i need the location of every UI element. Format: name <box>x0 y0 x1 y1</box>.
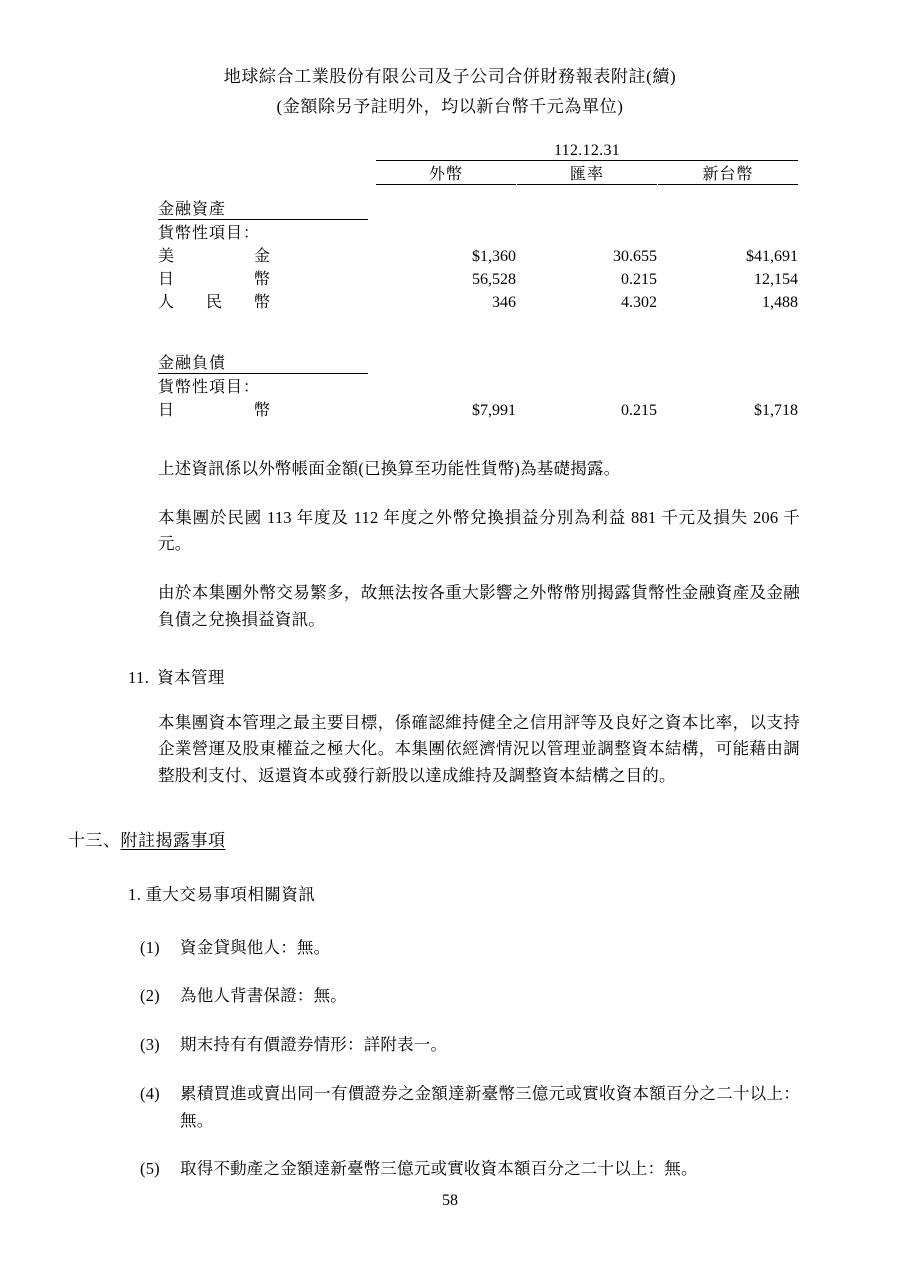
spacer <box>0 1059 900 1081</box>
item-11-body-text: 本集團資本管理之最主要目標，係確認維持健全之信用評等及良好之資本比率，以支持企業營運及股東權益之極大化。本集團依經濟情況以管理並調整資本結構，可能藉由調整股利支付、返還資本或發行新股以達成維持及調整資本結構之目的。 <box>158 712 800 786</box>
spacer <box>158 558 800 580</box>
list-item-1-number: 1. <box>128 884 142 904</box>
spacer <box>0 1010 900 1032</box>
document-title-line-2: (金額除另予註明外，均以新台幣千元為單位) <box>276 96 624 116</box>
spacer <box>0 1134 900 1156</box>
list-item <box>0 983 900 1010</box>
jpy-foreign-amount: 56,528 <box>472 271 516 288</box>
list-item <box>0 1032 900 1059</box>
table-row <box>158 243 798 266</box>
monetary-items-label-liabilities: 貨幣性項目： <box>158 379 261 396</box>
table-row <box>158 266 798 289</box>
sub-item-text-2: 為他人背書保證：無。 <box>180 986 347 1006</box>
currency-label-jpy: 日幣 <box>158 271 270 288</box>
sub-item-text-4: 累積買進或賣出同一有價證券之金額達新臺幣三億元或實收資本額百分之二十以上：無。 <box>180 1083 800 1130</box>
financial-liabilities-title: 金融負債 <box>158 338 368 374</box>
sub-item-marker-2: (2) <box>140 986 160 1006</box>
spacer <box>0 790 900 826</box>
financial-assets-subtitle-row <box>158 220 798 243</box>
paragraph-no-breakdown: 由於本集團外幣交易繁多，故無法按各重大影響之外幣幣別揭露貨幣性金融資產及金融負債之兌換損益資訊。 <box>158 583 800 629</box>
usd-rate: 30.655 <box>613 248 657 265</box>
spacer <box>0 634 900 664</box>
currency-label-usd: 美金 <box>158 248 270 265</box>
spacer <box>0 420 900 456</box>
list-item <box>0 1156 900 1183</box>
usd-twd-amount: $41,691 <box>746 248 799 265</box>
financial-assets-title-row <box>158 184 798 220</box>
column-header-twd: 新台幣 <box>658 160 798 184</box>
list-item-11-heading <box>0 664 900 688</box>
liability-jpy-rate: 0.215 <box>621 402 657 419</box>
foreign-currency-table <box>158 142 798 421</box>
sub-item-marker-4: (4) <box>140 1083 160 1103</box>
item-11-body-container <box>0 710 900 790</box>
document-title-line-1: 地球綜合工業股份有限公司及子公司合併財務報表附註(續) <box>223 67 677 86</box>
spacer <box>0 961 900 983</box>
table-date-header: 112.12.31 <box>376 142 798 161</box>
paragraph-disclosure-basis: 上述資訊係以外幣帳面金額(已換算至功能性貨幣)為基礎揭露。 <box>158 459 621 478</box>
list-item-11-title: 資本管理 <box>157 667 225 687</box>
table-spacer-row <box>158 312 798 338</box>
section-13-number: 十三、 <box>68 830 121 850</box>
financial-assets-title-cell <box>158 184 376 220</box>
financial-liabilities-title-cell <box>158 338 376 374</box>
table-header-columns-row <box>158 160 798 184</box>
page-number: 58 <box>442 1192 458 1209</box>
sub-item-text-3: 期末持有有價證券情形：詳附表一。 <box>180 1035 448 1055</box>
liability-jpy-twd-amount: $1,718 <box>754 402 799 419</box>
table-row <box>158 397 798 420</box>
spacer <box>0 851 900 881</box>
list-item-1-heading <box>0 881 900 905</box>
spacer <box>0 688 900 710</box>
document-header <box>0 0 900 122</box>
fx-table-container <box>0 142 900 421</box>
spacer <box>0 905 900 935</box>
table-header-date-row <box>158 142 798 161</box>
table-row <box>158 289 798 312</box>
column-header-foreign: 外幣 <box>376 160 516 184</box>
list-item-11-number: 11. <box>128 667 150 687</box>
monetary-items-label-assets: 貨幣性項目： <box>158 225 261 242</box>
sub-item-marker-3: (3) <box>140 1035 160 1055</box>
section-13-heading <box>0 826 900 851</box>
currency-label-cny: 人民幣 <box>158 294 270 311</box>
cny-rate: 4.302 <box>621 294 657 311</box>
financial-liabilities-title-row <box>158 338 798 374</box>
financial-liabilities-subtitle-row <box>158 374 798 397</box>
usd-foreign-amount: $1,360 <box>472 248 516 265</box>
sub-item-text-1: 資金貸與他人：無。 <box>180 937 331 957</box>
jpy-rate: 0.215 <box>621 271 657 288</box>
jpy-twd-amount: 12,154 <box>754 271 799 288</box>
liability-jpy-foreign-amount: $7,991 <box>472 402 516 419</box>
spacer <box>158 483 800 505</box>
list-item <box>0 1081 900 1134</box>
list-item <box>0 935 900 962</box>
paragraph-exchange-gain-loss: 本集團於民國 113 年度及 112 年度之外幣兌換損益分別為利益 881 千元及損失 206 千元。 <box>158 507 800 554</box>
sub-item-marker-1: (1) <box>140 937 160 957</box>
section-13-title: 附註揭露事項 <box>120 830 226 850</box>
column-header-rate: 匯率 <box>517 160 657 184</box>
cny-twd-amount: 1,488 <box>762 294 799 311</box>
notes-body <box>0 456 900 634</box>
list-item-1-title: 重大交易事項相關資訊 <box>145 884 316 904</box>
cny-foreign-amount: 346 <box>492 294 516 311</box>
sub-item-text-5: 取得不動產之金額達新臺幣三億元或實收資本額百分之二十以上：無。 <box>180 1159 698 1179</box>
sub-item-marker-5: (5) <box>140 1159 160 1179</box>
liability-currency-label-jpy: 日幣 <box>158 402 270 419</box>
financial-assets-title: 金融資產 <box>158 184 368 220</box>
